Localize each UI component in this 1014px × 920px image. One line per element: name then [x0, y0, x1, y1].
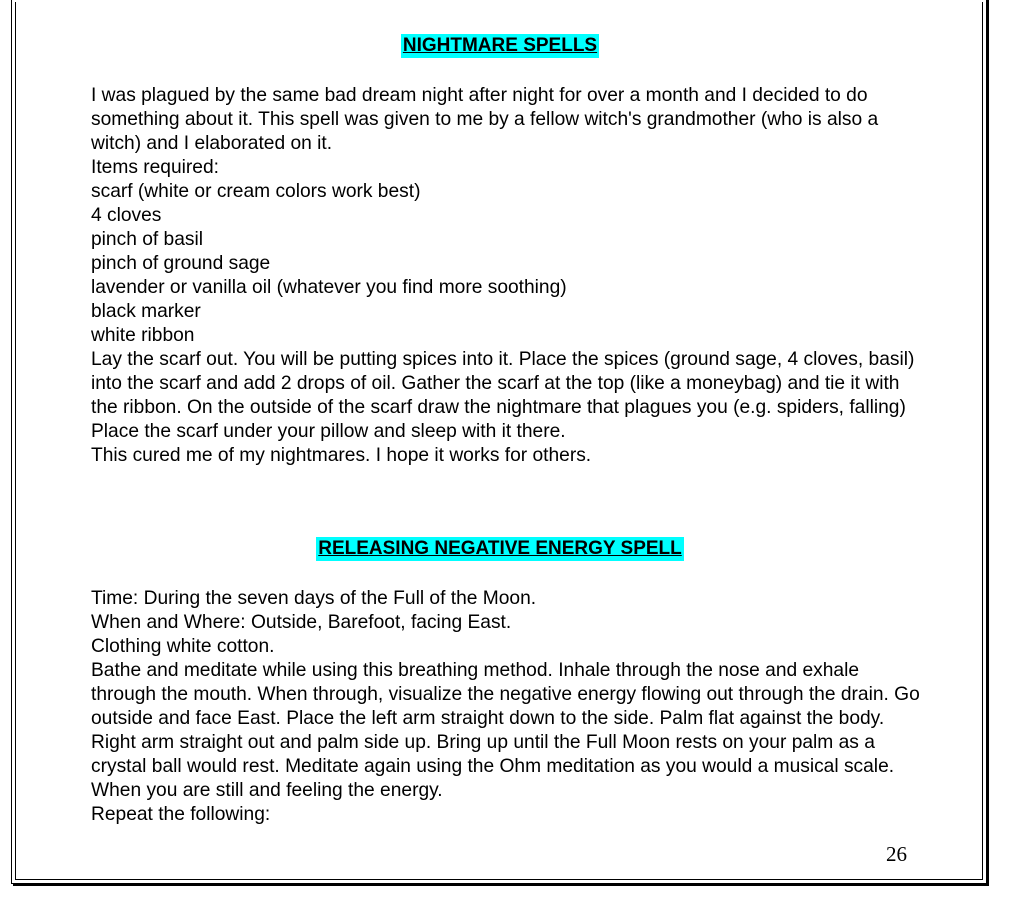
item-ribbon: white ribbon	[91, 325, 195, 346]
item-basil: pinch of basil	[91, 229, 203, 250]
releasing-energy-heading: RELEASING NEGATIVE ENERGY SPELL	[318, 538, 682, 559]
releasing-instructions: Bathe and meditate while using this breathing method. Inhale through the nose and exhale through the mouth. When through, visualize the negative energy flowing out through the drain. Go outside and face East. Place the left arm straight down to the side. Palm flat against the body. Right arm straight out and palm side up. Bring up until the Full Moon rests on your palm as a crystal ball would rest. Meditate again using the Ohm meditation as you would a musical scale. When you are still and feeling the energy.	[91, 660, 920, 801]
nightmare-spells-body	[91, 84, 921, 468]
releasing-energy-heading-wrap	[0, 537, 1000, 561]
items-required-label: Items required:	[91, 157, 219, 178]
item-oil: lavender or vanilla oil (whatever you find more soothing)	[91, 277, 567, 298]
releasing-time: Time: During the seven days of the Full of the Moon.	[91, 588, 537, 609]
nightmare-intro: I was plagued by the same bad dream night after night for over a month and I decided to do something about it. This spell was given to me by a fellow witch's grandmother (who is also a witch) and I elaborated on it.	[91, 85, 879, 154]
releasing-repeat: Repeat the following:	[91, 804, 271, 825]
item-scarf: scarf (white or cream colors work best)	[91, 181, 421, 202]
nightmare-instructions: Lay the scarf out. You will be putting spices into it. Place the spices (ground sage, 4 cloves, basil) into the scarf and add 2 drops of oil. Gather the scarf at the top (like a moneybag) and tie it with the ribbon. On the outside of the scarf draw the nightmare that plagues you (e.g. spiders, falling)	[91, 349, 915, 418]
item-cloves: 4 cloves	[91, 205, 162, 226]
releasing-clothing: Clothing white cotton.	[91, 636, 275, 657]
nightmare-spells-heading: NIGHTMARE SPELLS	[402, 35, 598, 56]
item-marker: black marker	[91, 301, 201, 322]
releasing-energy-body	[91, 587, 921, 827]
nightmare-spells-heading-wrap	[0, 34, 1000, 58]
item-sage: pinch of ground sage	[91, 253, 271, 274]
releasing-when-where: When and Where: Outside, Barefoot, facing East.	[91, 612, 512, 633]
nightmare-pillow-step: Place the scarf under your pillow and sleep with it there.	[91, 421, 566, 442]
nightmare-closing: This cured me of my nightmares. I hope it works for others.	[91, 445, 592, 466]
page-number: 26	[886, 842, 907, 866]
